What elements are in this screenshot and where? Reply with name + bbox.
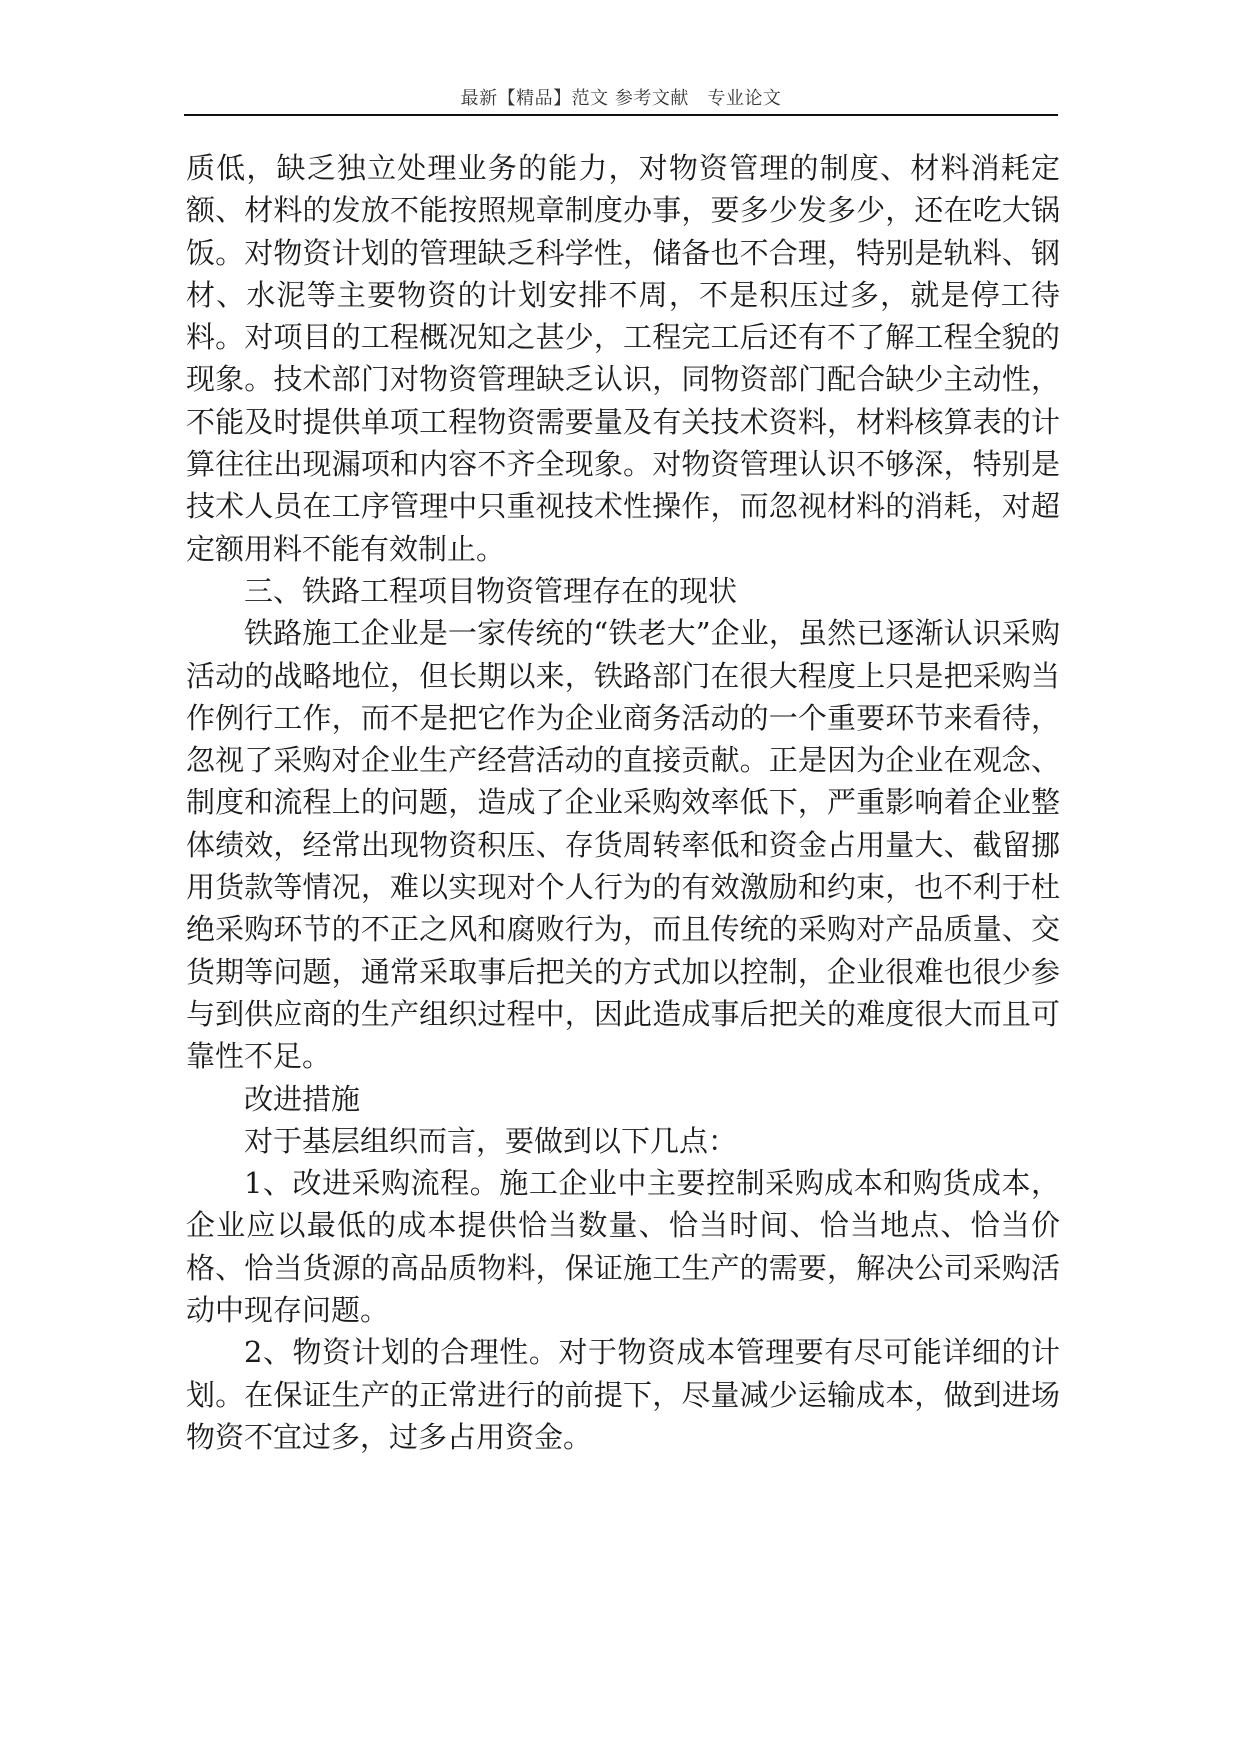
header-divider bbox=[184, 114, 1058, 116]
paragraph-1: 质低，缺乏独立处理业务的能力，对物资管理的制度、材料消耗定额、材料的发放不能按照规章制度办事，要多少发多少，还在吃大锅饭。对物资计划的管理缺乏科学性，储备也不合理，特别是轨料、钢材、水泥等主要物资的计划安排不周，不是积压过多，就是停工待料。对项目的工程概况知之甚少，工程完工后还有不了解工程全貌的现象。技术部门对物资管理缺乏认识，同物资部门配合缺少主动性，不能及时提供单项工程物资需要量及有关技术资料，材料核算表的计算往往出现漏项和内容不齐全现象。对物资管理认识不够深，特别是技术人员在工序管理中只重视技术性操作，而忽视材料的消耗，对超定额用料不能有效制止。 bbox=[186, 151, 1060, 566]
header-text: 最新【精品】范文 参考文献 专业论文 bbox=[460, 88, 782, 109]
paragraph-3: 对于基层组织而言，要做到以下几点： bbox=[244, 1123, 738, 1158]
list-item-2: 2、物资计划的合理性。对于物资成本管理要有尽可能详细的计划。在保证生产的正常进行的前提下，尽量减少运输成本，做到进场物资不宜过多，过多占用资金。 bbox=[186, 1335, 1060, 1454]
section-heading-improvements: 改进措施 bbox=[244, 1081, 361, 1116]
section-heading-current-status: 三、铁路工程项目物资管理存在的现状 bbox=[244, 573, 738, 608]
document-body bbox=[186, 147, 1060, 1458]
paragraph-2: 铁路施工企业是一家传统的“铁老大”企业，虽然已逐渐认识采购活动的战略地位，但长期以来，铁路部门在很大程度上只是把采购当作例行工作，而不是把它作为企业商务活动的一个重要环节来看待，忽视了采购对企业生产经营活动的直接贡献。正是因为企业在观念、制度和流程上的问题，造成了企业采购效率低下，严重影响着企业整体绩效，经常出现物资积压、存货周转率低和资金占用量大、截留挪用货款等情况，难以实现对个人行为的有效激励和约束，也不利于杜绝采购环节的不正之风和腐败行为，而且传统的采购对产品质量、交货期等问题，通常采取事后把关的方式加以控制，企业很难也很少参与到供应商的生产组织过程中，因此造成事后把关的难度很大而且可靠性不足。 bbox=[186, 616, 1060, 1074]
page-header bbox=[184, 78, 1058, 118]
list-item-1: 1、改进采购流程。施工企业中主要控制采购成本和购货成本，企业应以最低的成本提供恰当数量、恰当时间、恰当地点、恰当价格、恰当货源的高品质物料，保证施工生产的需要，解决公司采购活动中现存问题。 bbox=[186, 1166, 1060, 1328]
